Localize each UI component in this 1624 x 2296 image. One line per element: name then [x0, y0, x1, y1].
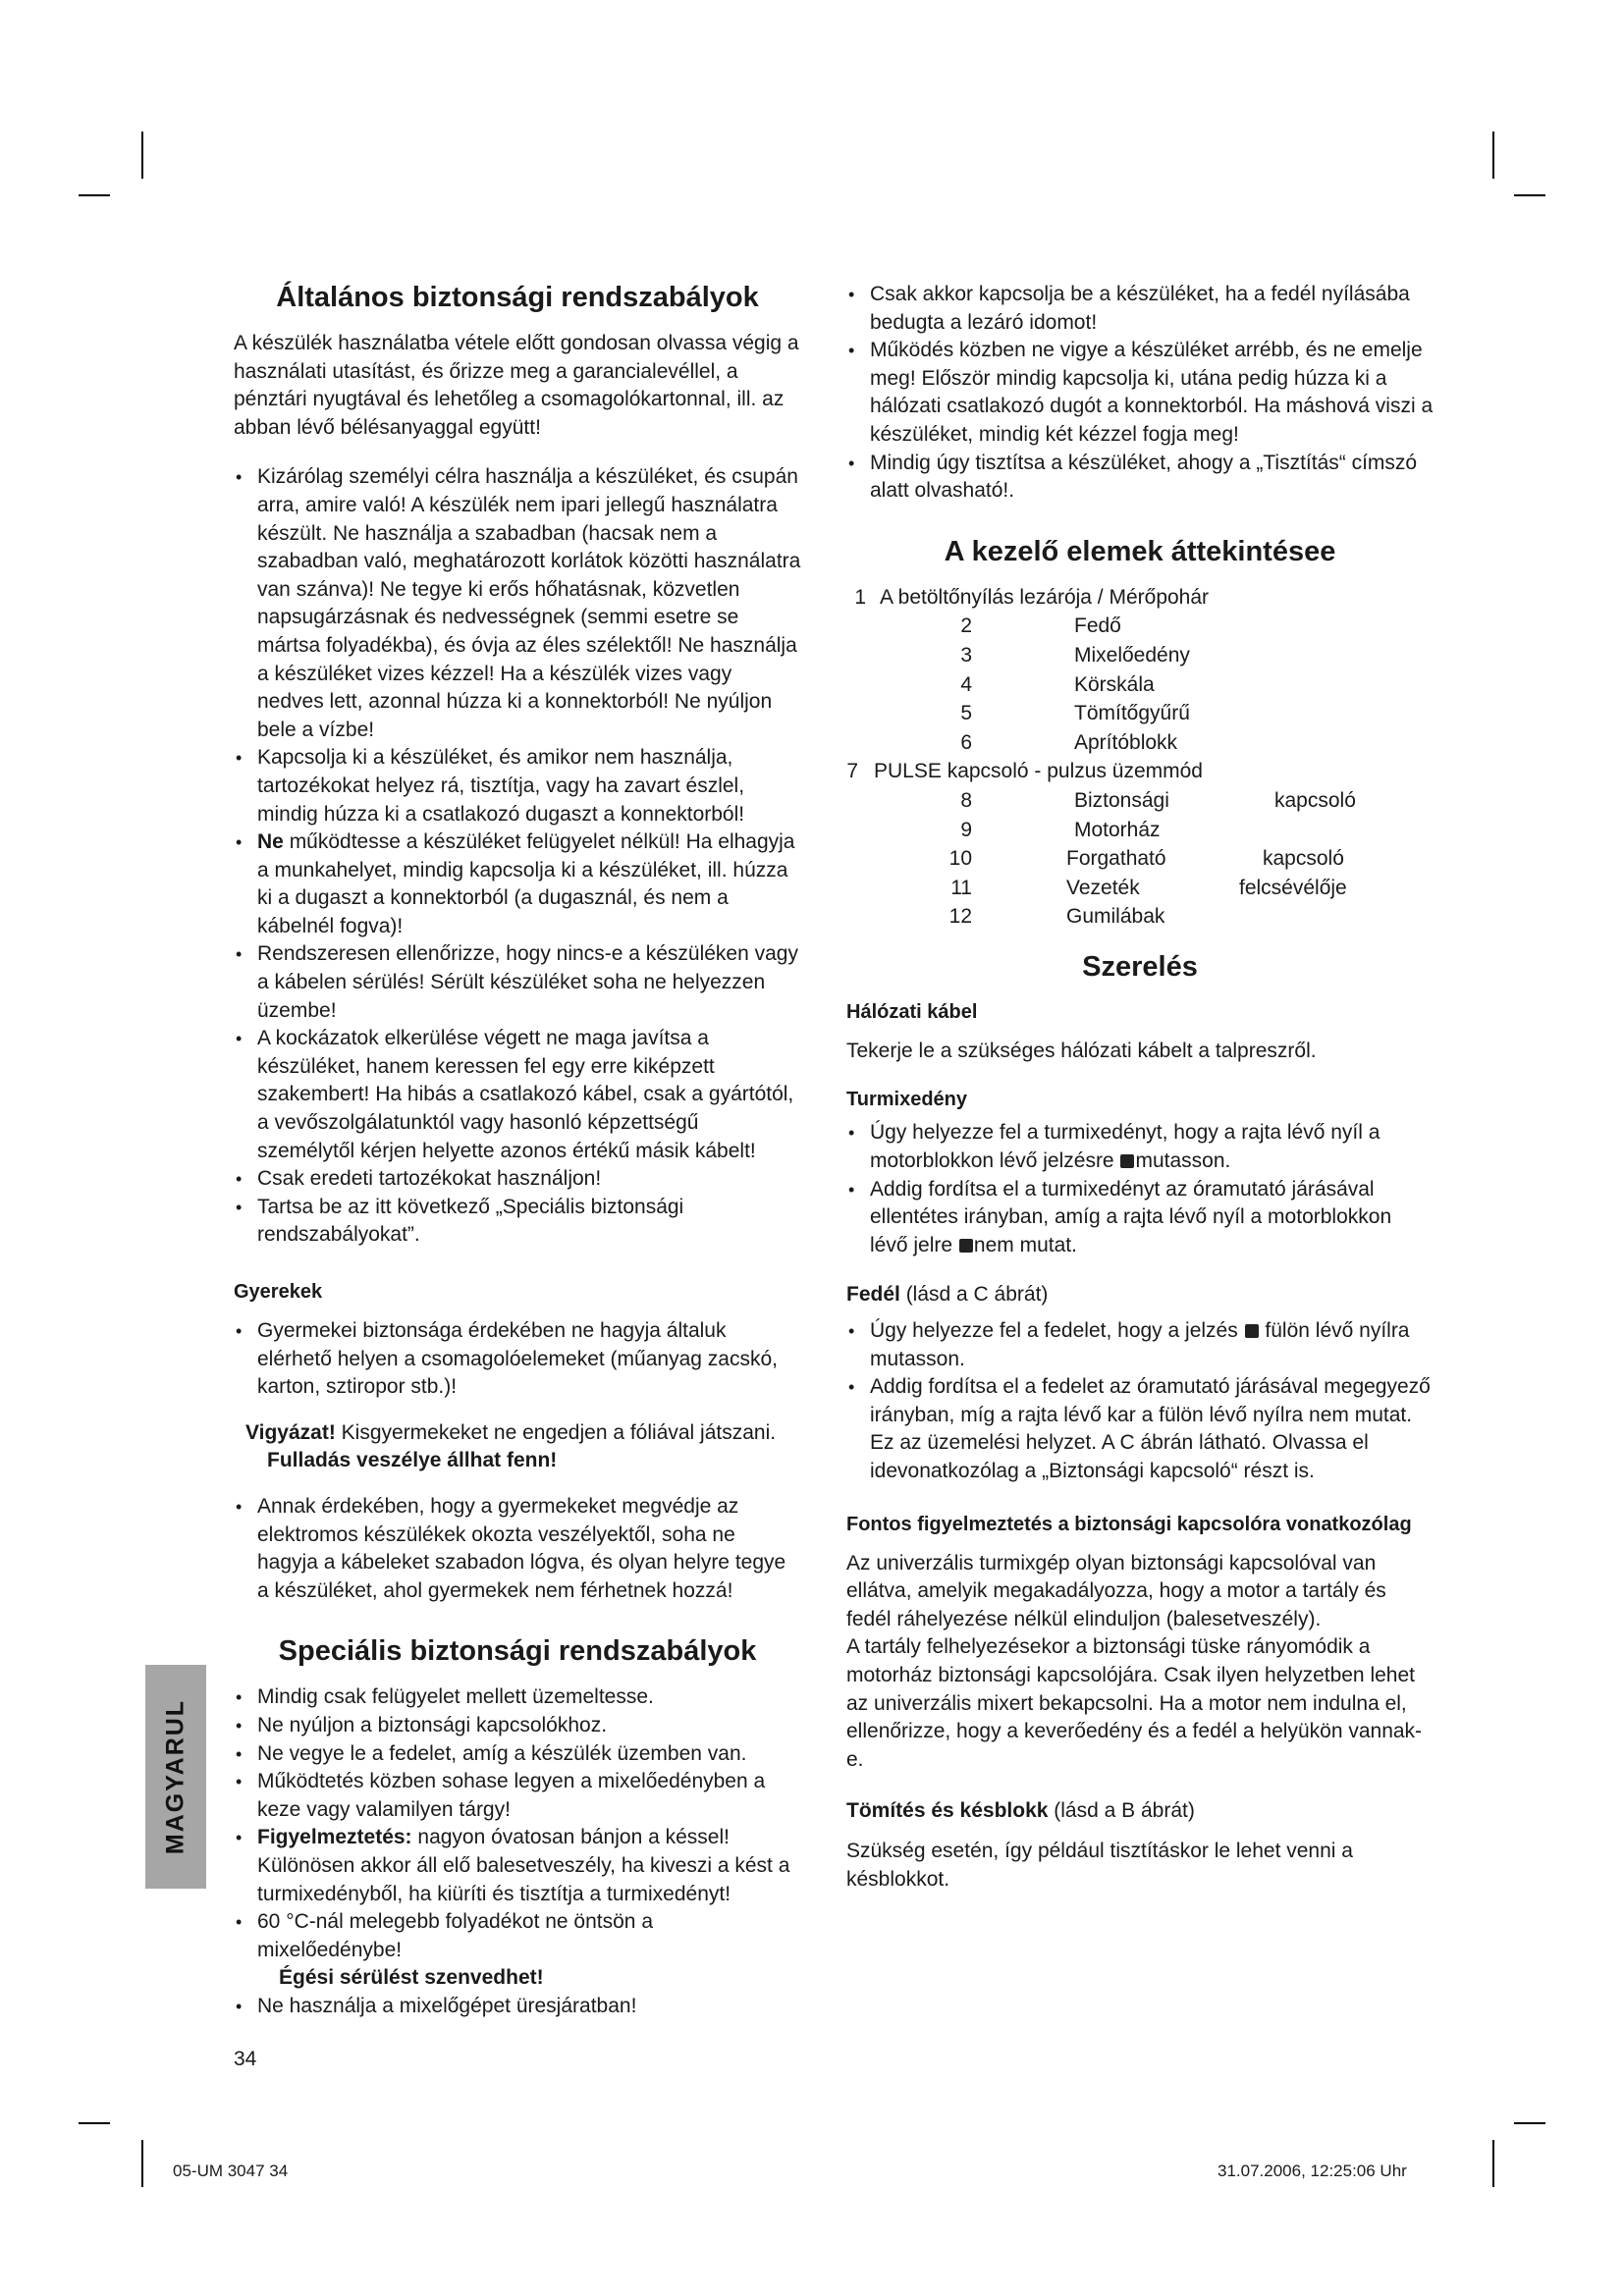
parts-row: 7 PULSE kapcsoló - pulzus üzemmód: [846, 760, 1203, 783]
warning-bold: Fulladás veszélye állhat fenn!: [267, 1449, 558, 1472]
intro-paragraph: A készülék használatba vétele előtt gondosan olvassa végig a használati utasítást, és őrizze meg a garancialevéllel, a pénztári nyugtával és lehetőleg a csomagolókartonnal, ill. az abban lévő bélésanyaggal együtt!: [234, 332, 799, 439]
parts-row: 2 Fedő: [960, 614, 1121, 638]
list-item: • Addig fordítsa el a fedelet az óramutató járásával megegyező irányban, míg a rajta lévő kar a fülön lévő nyílra nem mutat. Ez az üzemelési helyzet. A C ábrán látható. Olvassa el idevonatkozólag a „Biztonsági kapcsoló“ részt is.: [846, 1373, 1434, 1485]
crop-mark: [1492, 132, 1494, 179]
warning-note: [234, 1419, 801, 1475]
children-list: [234, 1317, 801, 1402]
ne-bold: Ne: [257, 830, 284, 854]
list-item: • Működés közben ne vigye a készüléket arrébb, és ne emelje meg! Először mindig kapcsolja ki, utána pedig húzza ki a hálózati csatlakozó dugót a konnektorból. Ha máshová viszi a készüléket, mindig két kézzel fogja meg!: [846, 337, 1434, 449]
crop-mark: [141, 132, 143, 179]
list-item: • Úgy helyezze fel a turmixedényt, hogy a rajta lévő nyíl a motorblokkon lévő jelzésre mutasson.: [846, 1119, 1434, 1175]
hot-bold: Égési sérülést szenvedhet!: [279, 1966, 544, 1990]
parts-row: 12 Gumilábak: [948, 905, 1165, 929]
lid-heading: Fedél (lásd a C ábrát): [846, 1283, 1049, 1307]
figyelem-label: Figyelmeztetés:: [257, 1826, 412, 1849]
list-item: • Működtetés közben sohase legyen a mixelőedényben a keze vagy valamilyen tárgy!: [234, 1768, 801, 1824]
children-list-2: [234, 1493, 801, 1605]
crop-mark: [79, 194, 110, 196]
jug-list: [846, 1119, 1434, 1259]
list-item: • Csak akkor kapcsolja be a készüléket, ha a fedél nyílásába bedugta a lezáró idomot!: [846, 281, 1434, 337]
controls-title: A kezelő elemek áttekintésee: [944, 535, 1336, 567]
crop-mark: [141, 2140, 143, 2187]
list-item: • Mindig úgy tisztítsa a készüléket, ahogy a „Tisztítás“ címszó alatt olvasható!.: [846, 450, 1434, 506]
list-item: • Kizárólag személyi célra használja a készüléket, és csupán arra, amire való! A készülék nem ipari jellegű használatra készült. Ne használja a szabadban (hacsak nem a szabadban való, meghatározott korlátok közötti használatra van szánva)! Ne tegye ki erős hőhatásnak, közvetlen napsugárzásnak és nedvességnek (semmi esetre se mártsa folyadékba), és óvja az éles szélektől! Ne használja a készüléket vizes kézzel! Ha a készülék vizes vagy nedves lett, azonnal húzza ki a konnektorból! Ne nyúljon bele a vízbe!: [234, 463, 801, 744]
parts-row: 3 Mixelőedény: [960, 643, 1190, 667]
list-item: • Ne nyúljon a biztonsági kapcsolókhoz.: [234, 1712, 801, 1740]
list-item: • Addig fordítsa el a turmixedényt az óramutató járásával ellentétes irányban, amíg a rajta lévő nyíl a motorblokkon lévő jelre nem mutat.: [846, 1176, 1434, 1260]
parts-row: 6 Aprítóblokk: [960, 730, 1178, 754]
footer-left: 05-UM 3047 34: [173, 2162, 289, 2180]
children-heading: Gyerekek: [234, 1281, 323, 1303]
parts-row: 4 Körskála: [960, 672, 1155, 696]
right-column: [846, 281, 1434, 1894]
parts-row: 8 Biztonsági kapcsoló: [960, 788, 1356, 812]
lid-mark-icon: [1245, 1324, 1259, 1338]
cable-text: Tekerje le a szükséges hálózati kábelt a talpreszről.: [846, 1039, 1317, 1062]
list-item: • Mindig csak felügyelet mellett üzemeltesse.: [234, 1683, 801, 1712]
list-item: [234, 828, 801, 940]
seal-heading: Tömítés és késblokk (lásd a B ábrát): [846, 1799, 1195, 1823]
list-item: • Ne vegye le a fedelet, amíg a készülék üzemben van.: [234, 1740, 801, 1769]
list-item: • Úgy helyezze fel a fedelet, hogy a jelzés fülön lévő nyílra mutasson.: [846, 1317, 1434, 1373]
parts-list: [846, 584, 1434, 933]
list-item: • Annak érdekében, hogy a gyermekeket megvédje az elektromos készülékek okozta veszélyektől, soha ne hagyja a kábeleket szabadon lógva, és olyan helyre tegye a készüléket, ahol gyermekek nem férhetnek hozzá!: [234, 1493, 801, 1605]
warning-label: Vigyázat!: [245, 1420, 336, 1444]
page-number: 34: [234, 2048, 257, 2070]
parts-row: 11 Vezeték felcsévélője: [950, 876, 1347, 899]
jug-heading: Turmixedény: [846, 1089, 967, 1111]
unlock-icon: [959, 1239, 973, 1253]
crop-mark: [1514, 2122, 1545, 2124]
list-item: • Rendszeresen ellenőrizze, hogy nincs-e a készüléken vagy a kábelen sérülés! Sérült készüléket soha ne helyezzen üzembe!: [234, 940, 801, 1025]
crop-mark: [1514, 194, 1545, 196]
ne-rest: működtesse a készüléket felügyelet nélkül! Ha elhagyja a munkahelyet, mindig kapcsolja ki a készüléket, ill. húzza ki a dugaszt a konnektorból (a dugasznál, és nem a kábelnél fogva)!: [257, 830, 795, 937]
figyelem-text: nagyon óvatosan bánjon a késsel! Különösen akkor áll elő balesetveszély, ha kiveszi a kést a turmixedényből, ha kiüríti és tisztítja a turmixedényt!: [257, 1826, 790, 1905]
parts-row: 5 Tömítőgyűrű: [960, 702, 1190, 725]
list-item: [234, 1824, 801, 1908]
list-item: [234, 1908, 801, 1993]
list-item: • A kockázatok elkerülése végett ne maga javítsa a készüléket, hanem keressen fel egy erre kiképzett szakembert! Ha hibás a csatlakozó kábel, csak a gyártótól, a vevőszolgálatunktól vagy hasonló képzettségű személytől kérjen helyette azonos értékű másik kábelt!: [234, 1025, 801, 1165]
parts-row: 1 A betöltőnyílás lezárója / Mérőpohár: [854, 585, 1210, 609]
lid-list: [846, 1317, 1434, 1486]
left-column: [234, 281, 801, 2020]
list-item: • Csak eredeti tartozékokat használjon!: [234, 1165, 801, 1194]
crop-mark: [79, 2122, 110, 2124]
seal-text: Szükség esetén, így például tisztításkor le lehet venni a késblokkot.: [846, 1839, 1353, 1891]
hot-text: 60 °C-nál melegebb folyadékot ne öntsön a mixelőedénybe!: [257, 1910, 653, 1961]
general-safety-list: [234, 463, 801, 1250]
general-safety-title: Általános biztonsági rendszabályok: [276, 282, 759, 313]
language-tab: MAGYARUL: [145, 1665, 206, 1889]
important-paragraph-2: A tartály felhelyezésekor a biztonsági tüske rányomódik a motorház biztonsági kapcsolójára. Csak ilyen helyzetben lehet az univerzális mixert bekapcsolni. Ha a motor nem indulna el, ellenőrizze, hogy a keverőedény és a fedél a helyükön vannak-e.: [846, 1635, 1423, 1771]
important-heading: Fontos figyelmeztetés a biztonsági kapcsolóra vonatkozólag: [846, 1513, 1412, 1535]
important-paragraph-1: Az univerzális turmixgép olyan biztonsági kapcsolóval van ellátva, amelyik megakadályozza, hogy a motor a tartály és fedél ráhelyezése nélkül elinduljon (balesetveszély).: [846, 1551, 1386, 1630]
list-item: • Gyermekei biztonsága érdekében ne hagyja általuk elérhető helyen a csomagolóelemeket (műanyag zacskó, karton, sztiropor stb.)!: [234, 1317, 801, 1402]
special-safety-list: [234, 1683, 801, 2020]
special-safety-title: Speciális biztonsági rendszabályok: [278, 1635, 757, 1668]
lock-icon: [1120, 1154, 1134, 1168]
list-item: • Tartsa be az itt következő „Speciális biztonsági rendszabályokat”.: [234, 1194, 801, 1250]
cable-heading: Hálózati kábel: [846, 1000, 978, 1023]
parts-row: 9 Motorház: [960, 818, 1161, 841]
footer-right: 31.07.2006, 12:25:06 Uhr: [1218, 2162, 1407, 2180]
parts-row: 10 Forgatható kapcsoló: [948, 847, 1344, 871]
safety-list-continued: [846, 281, 1434, 506]
warning-text: Kisgyermekeket ne engedjen a fóliával játszani.: [335, 1420, 777, 1444]
list-item: • Ne használja a mixelőgépet üresjáratban!: [234, 1993, 801, 2021]
assembly-title: Szerelés: [1082, 950, 1198, 983]
list-item: • Kapcsolja ki a készüléket, és amikor nem használja, tartozékokat helyez rá, tisztítja, vagy ha zavart észlel, mindig húzza ki a csatlakozó dugaszt a konnektorból!: [234, 744, 801, 828]
crop-mark: [1492, 2140, 1494, 2187]
